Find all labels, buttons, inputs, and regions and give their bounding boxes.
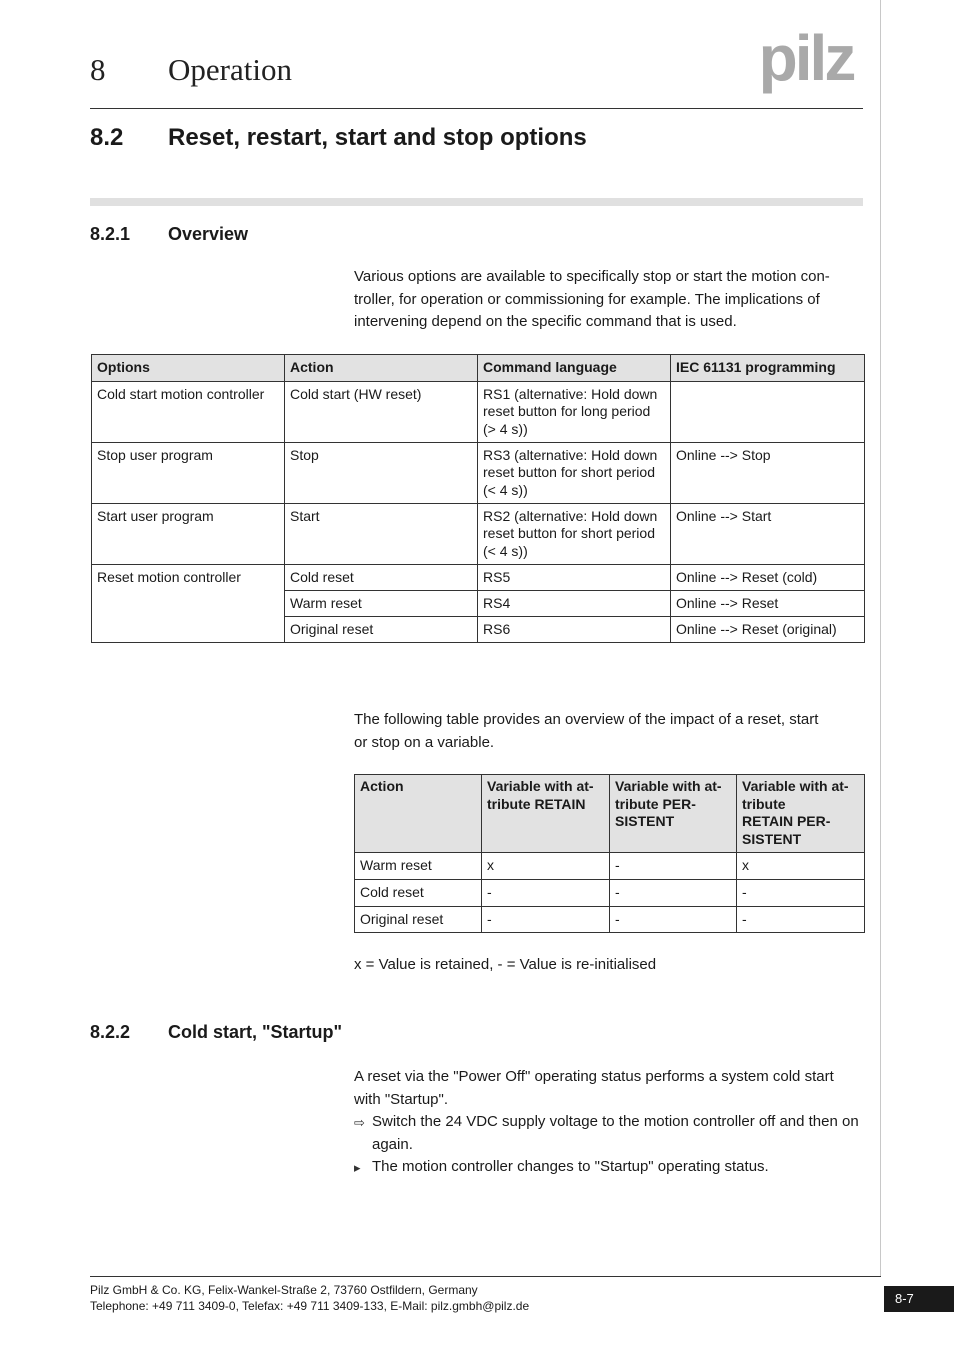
subsection-title-cold-start: Cold start, "Startup" (168, 1022, 343, 1042)
table-cell: Original reset (355, 906, 482, 933)
intro-line: with "Startup". (354, 1090, 449, 1108)
table-header-row (355, 775, 865, 853)
column-header: Variable with at- tribute RETAIN (482, 775, 610, 853)
column-header: Action (285, 355, 478, 382)
subsection-number-cold-start: 8.2.2 (90, 1022, 131, 1042)
table-cell: Original reset (285, 616, 478, 642)
table-cell: Warm reset (285, 590, 478, 616)
chapter-title: Operation (168, 52, 292, 87)
margin-rule (880, 0, 881, 1276)
header-rule (90, 108, 863, 109)
table-cell: Online --> Reset (671, 590, 865, 616)
table-cell: Online --> Start (671, 503, 865, 564)
column-header: Action (355, 775, 482, 853)
footer-contact: Telephone: +49 711 3409-0, Telefax: +49 711 3409-133, E-Mail: pilz.gmbh@pilz.de (90, 1299, 530, 1313)
section-number: 8.2 (90, 124, 124, 151)
table-cell: Stop (285, 442, 478, 503)
table-cell: RS6 (478, 616, 671, 642)
column-header: Options (92, 355, 285, 382)
intro-line: or stop on a variable. (354, 733, 495, 751)
pilz-logo (747, 28, 865, 96)
table-cell (671, 381, 865, 442)
footer-address: Pilz GmbH & Co. KG, Felix-Wankel-Straße 2, 73760 Ostfildern, Germany (90, 1283, 478, 1297)
footer-rule (90, 1276, 881, 1277)
overview-intro-line: troller, for operation or commissioning for example. The implications of (354, 290, 820, 308)
table-cell: Online --> Reset (original) (671, 616, 865, 642)
table-header-row (92, 355, 865, 382)
table-row (355, 906, 865, 933)
options-table (91, 354, 865, 643)
table-cell: RS3 (alternative: Hold down reset button for short period (< 4 s)) (478, 442, 671, 503)
table-cell: Cold start motion controller (92, 381, 285, 442)
table-cell: - (482, 879, 610, 906)
table-cell: - (610, 906, 737, 933)
table-cell: RS1 (alternative: Hold down reset button for long period (> 4 s)) (478, 381, 671, 442)
table-cell: Reset motion controller (92, 564, 285, 642)
table-cell: Online --> Reset (cold) (671, 564, 865, 590)
cold-start-intro (354, 1066, 864, 1111)
subsection-title-overview: Overview (168, 224, 249, 244)
column-header: Variable with at- tribute PER- SISTENT (610, 775, 737, 853)
table-cell: Start user program (92, 503, 285, 564)
table-cell: x (482, 853, 610, 880)
table-row (355, 853, 865, 880)
table-cell: x (737, 853, 865, 880)
table-cell: - (610, 853, 737, 880)
result-text: The motion controller changes to "Startup" operating status. (372, 1158, 769, 1175)
arrow-right-icon: ⇨ (354, 1115, 365, 1130)
column-header: Variable with at- tribute RETAIN PER- SISTENT (737, 775, 865, 853)
action-text: Switch the 24 VDC supply voltage to the motion controller off and then on again. (372, 1113, 859, 1153)
overview-intro-line: Various options are available to specifically stop or start the motion con- (354, 268, 830, 285)
table-cell: Cold reset (285, 564, 478, 590)
triangle-right-icon: ▸ (354, 1160, 361, 1175)
table-row (92, 564, 865, 590)
table-cell: Start (285, 503, 478, 564)
table-row (355, 879, 865, 906)
chapter-number: 8 (90, 52, 106, 87)
table-cell: - (482, 906, 610, 933)
logo-text: pilz (758, 28, 854, 94)
table-cell: RS2 (alternative: Hold down reset button for short period (< 4 s)) (478, 503, 671, 564)
action-step (354, 1111, 864, 1156)
table-cell: Cold start (HW reset) (285, 381, 478, 442)
table-cell: - (737, 906, 865, 933)
table-cell: RS4 (478, 590, 671, 616)
overview-intro-line: intervening depend on the specific command that is used. (354, 313, 737, 330)
section-divider (90, 198, 863, 206)
column-header: Command language (478, 355, 671, 382)
page-number: 8-7 (884, 1286, 954, 1312)
table-row (92, 381, 865, 442)
section-title: Reset, restart, start and stop options (168, 124, 587, 151)
table-cell: RS5 (478, 564, 671, 590)
table-cell: Warm reset (355, 853, 482, 880)
table-legend: x = Value is retained, - = Value is re-initialised (354, 956, 657, 973)
table-row (92, 442, 865, 503)
result-step (354, 1156, 864, 1179)
variable-impact-table (354, 774, 865, 933)
intro-line: The following table provides an overview of the impact of a reset, start (354, 711, 819, 728)
table-row (92, 503, 865, 564)
overview-intro (354, 266, 864, 334)
table-cell: - (610, 879, 737, 906)
table-cell: Stop user program (92, 442, 285, 503)
table-cell: Online --> Stop (671, 442, 865, 503)
intro-line: A reset via the "Power Off" operating status performs a system cold start (354, 1068, 834, 1085)
variable-table-intro (354, 709, 864, 754)
column-header: IEC 61131 programming (671, 355, 865, 382)
table-cell: Cold reset (355, 879, 482, 906)
table-cell: - (737, 879, 865, 906)
subsection-number-overview: 8.2.1 (90, 224, 131, 244)
